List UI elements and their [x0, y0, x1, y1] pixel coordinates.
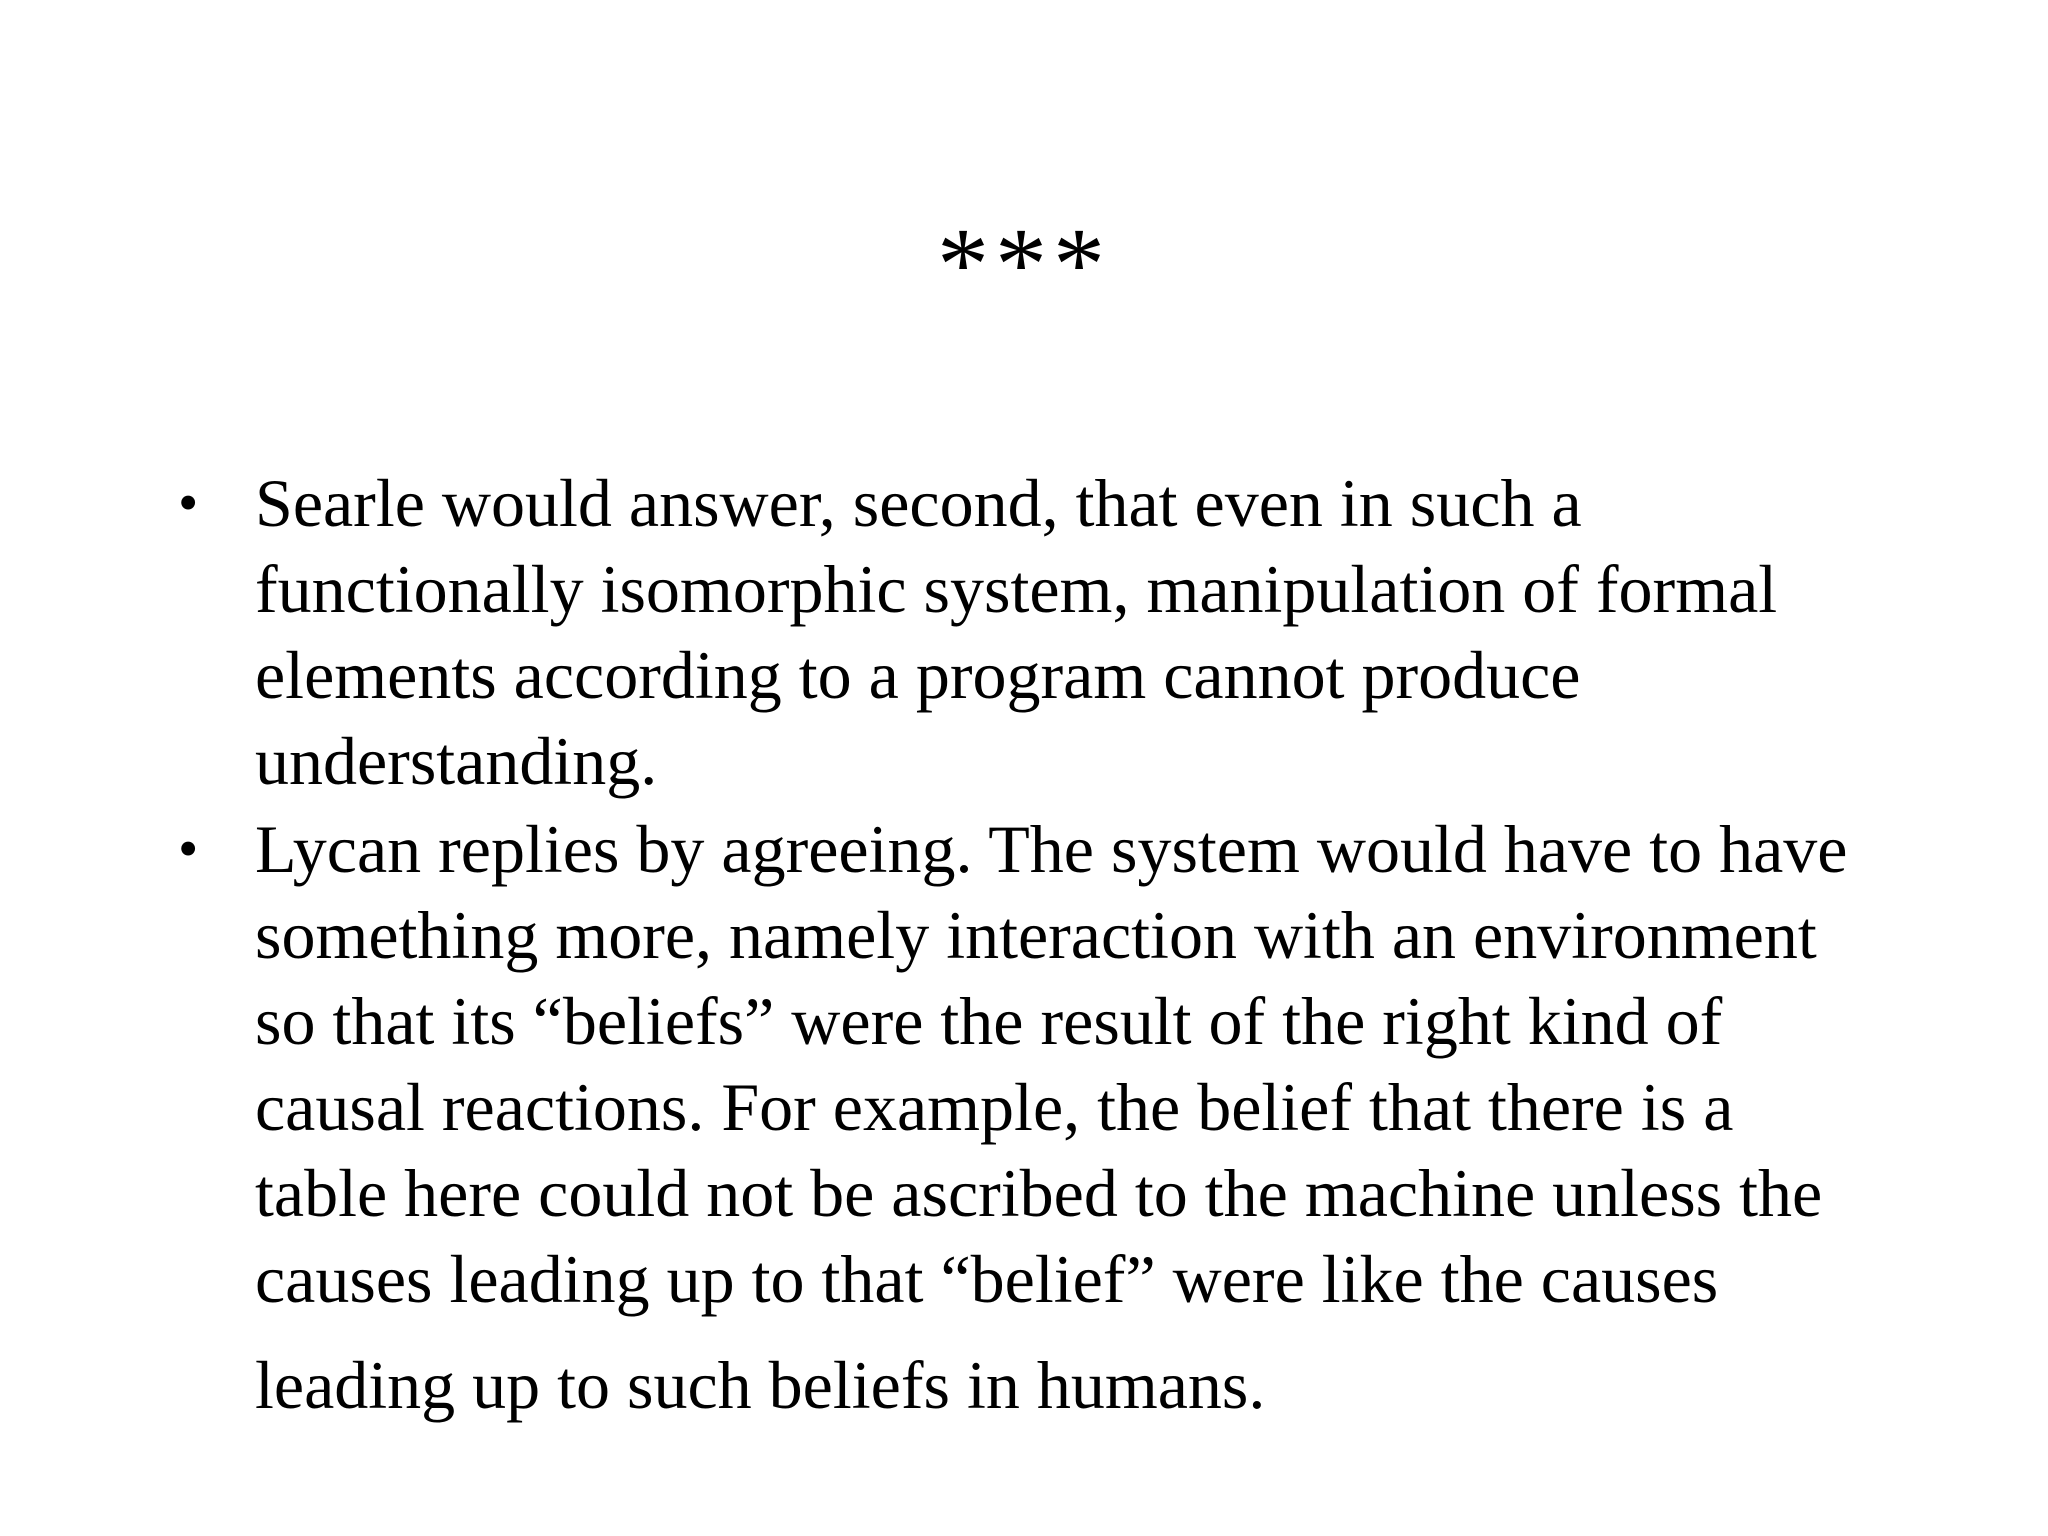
- bullet-line: table here could not be ascribed to the machine unless the: [255, 1155, 1823, 1231]
- bullet-line: Lycan replies by agreeing. The system would have to have: [255, 811, 1848, 887]
- slide-title: ***: [937, 207, 1111, 322]
- bullet-line: so that its “beliefs” were the result of the right kind of: [255, 983, 1723, 1059]
- bullet-line: leading up to such beliefs in humans.: [255, 1347, 1266, 1423]
- bullet-marker: •: [178, 816, 199, 881]
- bullet-line: elements according to a program cannot produce: [255, 637, 1581, 713]
- bullet-line: something more, namely interaction with an environment: [255, 897, 1817, 973]
- bullet-marker: •: [178, 470, 199, 535]
- bullet-line: causes leading up to that “belief” were like the causes: [255, 1241, 1719, 1317]
- bullet-line: understanding.: [255, 723, 658, 799]
- bullet-line: causal reactions. For example, the belief that there is a: [255, 1069, 1734, 1145]
- bullet-line: Searle would answer, second, that even in such a: [255, 465, 1582, 541]
- bullet-line: functionally isomorphic system, manipulation of formal: [255, 551, 1778, 627]
- bullet-text: [255, 460, 1915, 804]
- bullet-text: [255, 806, 1915, 1428]
